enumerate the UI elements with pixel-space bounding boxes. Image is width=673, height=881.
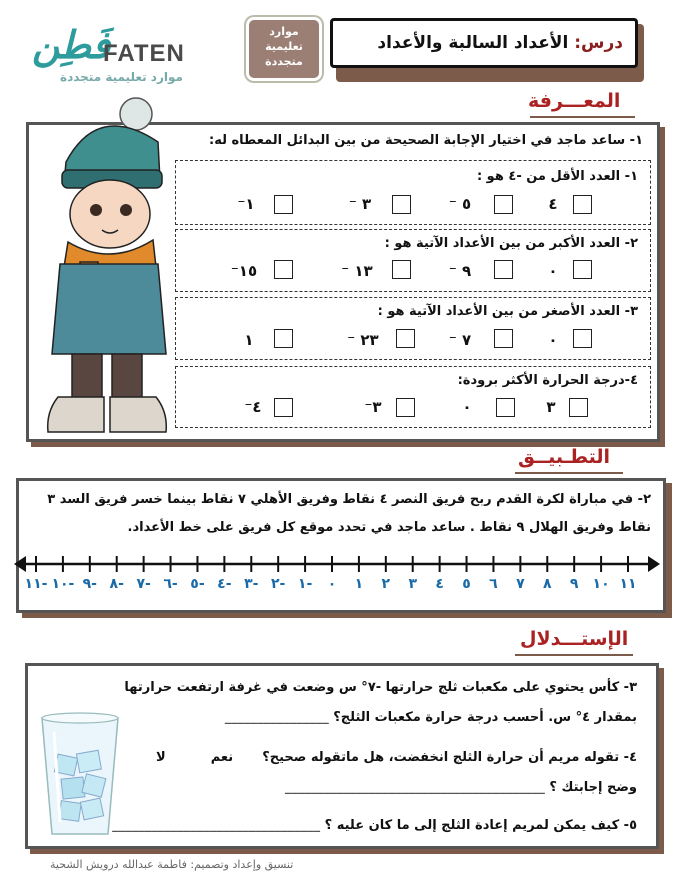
q5-line (112, 818, 637, 833)
number-line-label: -١١ (24, 576, 48, 592)
q1-item-2-option-2-checkbox[interactable] (494, 260, 513, 279)
number-line-label: ١ (354, 576, 364, 592)
number-line-label: -٢ (270, 576, 286, 592)
number-line-label: -٩ (82, 576, 97, 592)
q1-item-1-question: ١- العدد الأقل من -٤ هو : (476, 169, 638, 184)
number-line-label: -٣ (244, 576, 259, 592)
number-line-label: -٤ (217, 576, 232, 592)
q4-no-option[interactable]: لا (155, 750, 166, 765)
number-line-label: ٥ (462, 576, 471, 592)
q1-item-4-option-3-label: ٣⁻ (364, 398, 382, 416)
number-line-label: -٦ (163, 576, 178, 592)
q1-item-2-option-3-label: ١٣ ⁻ (341, 262, 373, 280)
q1-item-1-option-4-label: ١⁻ (237, 195, 255, 213)
q3-line-1: ٣- كأس يحتوي على مكعبات ثلج حرارتها -٧° س وضعت في غرفة ارتفعت حرارتها (124, 680, 637, 695)
q1-item-2-option-2-label: ٩ ⁻ (448, 262, 472, 280)
q2-line-1: ٢- في مباراة لكرة القدم ربح فريق النصر ٤ نقاط وفريق الأهلي ٧ نقاط بينما خسر فريق السد ٣ (47, 492, 651, 507)
q1-item-2-option-4-checkbox[interactable] (274, 260, 293, 279)
q1-item-3-option-1-label: ٠ (548, 331, 558, 349)
q1-item-1-option-3-label: ٣ ⁻ (348, 195, 372, 213)
boy-illustration (38, 92, 178, 437)
q3-answer-blank[interactable]: ________________ (224, 710, 329, 725)
number-line-label: -٥ (190, 576, 205, 592)
section-application-underline (515, 472, 623, 474)
number-line-label: ٦ (489, 576, 498, 592)
q1-intro: ١- ساعد ماجد في اختيار الإجابة الصحيحة من بين البدائل المعطاه له: (209, 133, 643, 148)
q1-item-1-option-4-checkbox[interactable] (274, 195, 293, 214)
q4-explain-text: وضح إجابتك ؟ (549, 780, 637, 795)
q1-item-4-option-4-label: ٤⁻ (244, 398, 262, 416)
q1-item-1-box (175, 160, 651, 225)
badge-line-3: متجددة (265, 55, 303, 68)
lesson-title-prefix: درس: (574, 33, 623, 53)
q1-item-4-question: ٤-درجة الحرارة الأكثر برودة: (457, 373, 638, 388)
number-line-label: ١٠ (592, 576, 610, 592)
q5-answer-blank[interactable]: ________________________________ (112, 818, 321, 833)
number-line-label: ٧ (516, 576, 525, 592)
q4-question-text: ٤- تقوله مريم أن حرارة الثلج انخفضت، هل ماتقوله صحيح؟ (262, 750, 637, 765)
q5-question-text: ٥- كيف يمكن لمريم إعادة الثلج إلى ما كان عليه ؟ (324, 818, 637, 833)
number-line-label: ٤ (435, 576, 444, 592)
section-knowledge-title: المعـــرفة (528, 90, 621, 112)
number-line-label: ١١ (619, 576, 637, 592)
q1-item-3-option-3-label: ٢٣ ⁻ (347, 331, 379, 349)
footer-credit: تنسيق وإعداد وتصميم: فاطمة عبدالله درويش الشحية (50, 858, 294, 871)
q1-item-2-option-4-label: ١٥⁻ (230, 262, 258, 280)
number-line-label: -١ (297, 576, 313, 592)
q1-item-3-option-3-checkbox[interactable] (396, 329, 415, 348)
title-box (330, 18, 638, 68)
number-line-label: ٨ (542, 576, 552, 592)
lesson-title-text: الأعداد السالبة والأعداد (377, 33, 569, 53)
resources-badge (246, 17, 322, 81)
number-line-label: -١٠ (51, 576, 75, 592)
q1-item-2-option-1-checkbox[interactable] (573, 260, 592, 279)
number-line-label: -٨ (109, 576, 124, 592)
q1-item-3-option-2-label: ٧ ⁻ (448, 331, 472, 349)
q1-item-2-question: ٢- العدد الأكبر من بين الأعداد الآتية هو : (384, 236, 638, 251)
section-application-title: التطـبيــق (518, 446, 611, 468)
q1-item-4-option-4-checkbox[interactable] (274, 398, 293, 417)
section-knowledge-underline (530, 116, 635, 118)
q1-item-4-option-2-label: ٠ (462, 398, 472, 416)
number-line-arrow-left (14, 556, 26, 572)
badge-line-2: تعليمية (265, 40, 303, 53)
section-reasoning-title: الإستـــدلال (520, 628, 629, 650)
number-line-label: -٧ (136, 576, 151, 592)
q3-question-text: بمقدار ٤° س. أحسب درجة حرارة مكعبات الثلج؟ (333, 710, 637, 725)
q1-item-4-option-1-checkbox[interactable] (569, 398, 588, 417)
section-reasoning-underline (515, 654, 633, 656)
q4-answer-blank[interactable]: ________________________________________ (284, 780, 545, 795)
lesson-title (377, 33, 623, 53)
logo-english: FATEN (103, 40, 185, 67)
q4-line-2 (285, 780, 637, 795)
q3-line-2 (225, 710, 637, 725)
number-line-label: ٣ (408, 576, 417, 592)
number-line-arrow-right (648, 556, 660, 572)
logo-tagline: موارد تعليمية متجددة (60, 70, 183, 84)
q1-item-3-option-2-checkbox[interactable] (494, 329, 513, 348)
badge-line-1: موارد (269, 25, 299, 38)
q1-item-4-option-3-checkbox[interactable] (396, 398, 415, 417)
number-line-label: ٠ (327, 576, 337, 592)
q1-item-3-option-4-checkbox[interactable] (274, 329, 293, 348)
number-line-label: ٩ (569, 576, 579, 592)
q1-item-2-option-3-checkbox[interactable] (392, 260, 411, 279)
q1-item-3-option-4-label: ١ (244, 331, 254, 349)
number-line-label: ٢ (381, 576, 391, 592)
q2-line-2: نقاط وفريق الهلال ٩ نقاط . ساعد ماجد في تحدد موقع كل فريق على خط الأعداد. (127, 520, 651, 535)
q1-item-1-option-3-checkbox[interactable] (392, 195, 411, 214)
q1-item-1-option-2-checkbox[interactable] (494, 195, 513, 214)
q1-item-4-option-1-label: ٣ (546, 398, 556, 416)
q1-item-3-question: ٣- العدد الأصغر من بين الأعداد الآتية هو : (377, 304, 638, 319)
q4-yes-option[interactable]: نعم (210, 750, 234, 765)
q1-item-2-option-1-label: ٠ (548, 262, 558, 280)
q1-item-1-option-2-label: ٥ ⁻ (448, 195, 472, 213)
q1-item-4-option-2-checkbox[interactable] (496, 398, 515, 417)
ice-glass-illustration (38, 712, 122, 838)
logo-arabic: فَطِن (32, 22, 111, 67)
q1-item-3-option-1-checkbox[interactable] (573, 329, 592, 348)
q1-item-4-box (175, 366, 651, 428)
q1-item-1-option-1-label: ٤ (548, 195, 558, 213)
q1-item-1-option-1-checkbox[interactable] (573, 195, 592, 214)
q4-line-1 (156, 750, 637, 765)
